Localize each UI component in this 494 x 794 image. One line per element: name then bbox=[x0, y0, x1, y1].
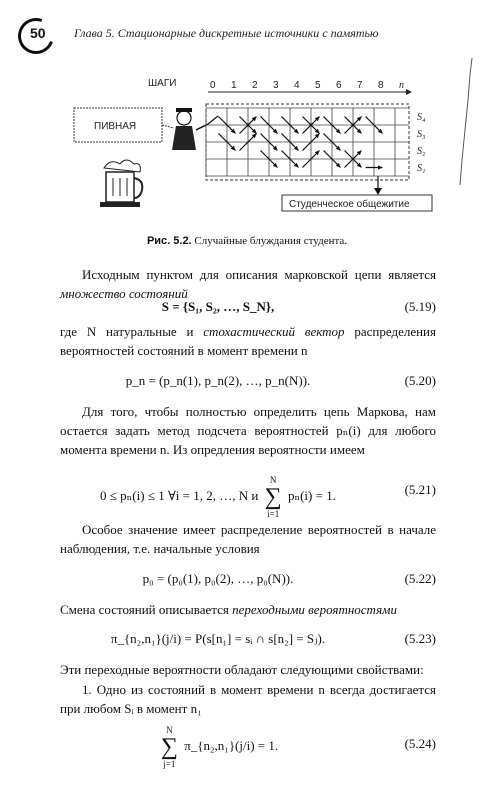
p7-text: 1. Одно из состояний в момент времени n всегда достигается при любом Sᵢ в момент n₁ bbox=[60, 682, 436, 716]
state-label: S₁ bbox=[417, 163, 426, 174]
step-tick-label: 8 bbox=[378, 80, 384, 91]
running-head: Глава 5. Стационарные дискретные источники с памятью bbox=[74, 26, 379, 40]
p5-term: переходными вероятностями bbox=[232, 602, 397, 617]
paragraph-properties bbox=[60, 660, 436, 679]
eq-5-21-body: 0 ≤ pₙ(i) ≤ 1 ∀i = 1, 2, …, N и bbox=[100, 487, 259, 503]
axis-arrowhead-icon bbox=[406, 89, 412, 95]
caption-text: Случайные блуждания студента. bbox=[194, 235, 348, 247]
entry-arrow bbox=[208, 116, 218, 124]
step-tick-label: 3 bbox=[273, 80, 279, 91]
eq-5-24-number: (5.24) bbox=[404, 736, 436, 751]
step-tick-label: 5 bbox=[315, 80, 321, 91]
sum-sign-icon: N ∑ j=1 bbox=[160, 725, 178, 769]
dorm-arrowhead-icon bbox=[374, 188, 382, 195]
step-tick-label: n bbox=[399, 80, 404, 91]
student-icon bbox=[172, 108, 208, 150]
p2-text-c: распределения вероятностей состояний в момент времени n bbox=[60, 324, 436, 358]
eq-5-20-number: (5.20) bbox=[404, 373, 436, 388]
eq-5-24-tail: π_{n₂,n₁}(j/i) = 1. bbox=[184, 737, 279, 753]
beer-mug-icon bbox=[100, 160, 142, 207]
step-ticks bbox=[210, 80, 412, 95]
state-label: S₂ bbox=[417, 146, 426, 157]
eq-5-21-number: (5.21) bbox=[404, 482, 436, 497]
random-walk-figure bbox=[60, 68, 440, 230]
arrowhead-icon bbox=[378, 165, 383, 169]
step-tick-label: 7 bbox=[357, 80, 363, 91]
p1-term: множество состояний bbox=[60, 286, 188, 301]
equation-5-23 bbox=[60, 629, 436, 655]
state-labels bbox=[417, 112, 426, 174]
state-label: S₃ bbox=[417, 129, 426, 140]
equation-5-24 bbox=[60, 722, 436, 772]
equation-5-22 bbox=[60, 569, 436, 595]
sum-lower: i=1 bbox=[267, 509, 280, 519]
equation-5-19 bbox=[60, 297, 436, 323]
dorm-label: Студенческое общежитие bbox=[289, 199, 410, 210]
pub-label: ПИВНАЯ bbox=[94, 121, 137, 132]
p5-text: Смена состояний описывается bbox=[60, 602, 233, 617]
caption-number: Рис. 5.2. bbox=[146, 235, 192, 247]
p3-text: Для того, чтобы полностью определить цепь Маркова, нам остается задать метод подсчета вероятностей pₙ(i) для любого момента времени n. Из опредления вероятности имеем bbox=[60, 404, 436, 457]
p4-text: Особое значение имеет распределение вероятностей в начале наблюдения, т.е. начальные условия bbox=[60, 522, 436, 556]
paragraph-property-1 bbox=[60, 680, 436, 718]
equation-5-20 bbox=[60, 371, 436, 397]
eq-5-22-number: (5.22) bbox=[404, 571, 436, 586]
eq-5-23-body: π_{n₂,n₁}(j/i) = P(s[n₁] = sᵢ ∩ s[n₂] = Sⱼ). bbox=[110, 631, 326, 646]
p2-term: стохастический вектор bbox=[203, 324, 345, 339]
sum-sign-icon: N ∑ i=1 bbox=[264, 475, 282, 519]
eq-5-23-number: (5.23) bbox=[404, 631, 436, 646]
steps-label: ШАГИ bbox=[148, 78, 177, 89]
sum-upper: N bbox=[269, 475, 277, 485]
paragraph-markov bbox=[60, 402, 436, 459]
p6-text: Эти переходные вероятности обладают следующими свойствами: bbox=[60, 662, 424, 677]
step-tick-label: 0 bbox=[210, 80, 216, 91]
eq-5-22-body: p₀ = (p₀(1), p₀(2), …, p₀(N)). bbox=[142, 571, 294, 586]
step-tick-label: 2 bbox=[252, 80, 258, 91]
transition-arrows bbox=[208, 116, 383, 170]
state-label: S₄ bbox=[417, 112, 426, 123]
step-tick-label: 4 bbox=[294, 80, 300, 91]
paragraph-vector bbox=[60, 322, 436, 360]
figure-caption bbox=[0, 235, 494, 247]
sum-upper: N bbox=[166, 725, 173, 735]
eq-5-21-tail: pₙ(i) = 1. bbox=[287, 487, 336, 503]
p2-text-a: где N натуральные и bbox=[60, 324, 204, 339]
paragraph-initial bbox=[60, 520, 436, 558]
step-tick-label: 1 bbox=[231, 80, 237, 91]
eq-5-19-number: (5.19) bbox=[404, 299, 436, 314]
sum-lower: j=1 bbox=[163, 759, 176, 769]
eq-5-20-body: p_n = (p_n(1), p_n(2), …, p_n(N)). bbox=[125, 373, 311, 388]
equation-5-21 bbox=[60, 470, 436, 519]
page-number: 50 bbox=[30, 25, 46, 41]
eq-5-19-body: S = {S₁, S₂, …, S_N}, bbox=[161, 299, 275, 314]
step-tick-label: 6 bbox=[336, 80, 342, 91]
p1-text: Исходным пунктом для описания марковской цепи является bbox=[82, 267, 436, 282]
pub-connector bbox=[162, 125, 174, 128]
paragraph-transitions bbox=[60, 600, 436, 619]
